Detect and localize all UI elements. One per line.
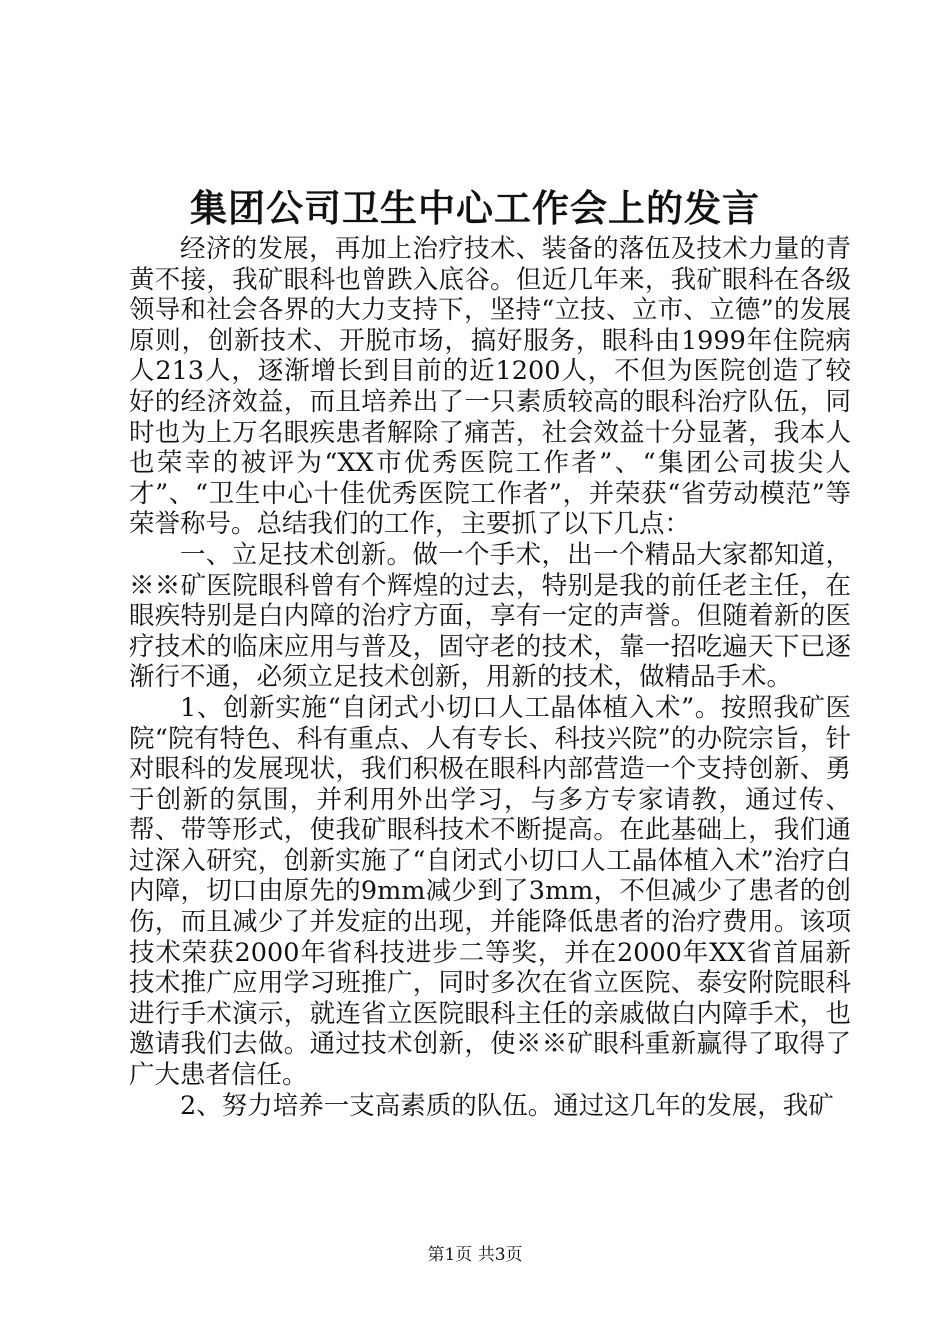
- paragraph: 2、努力培养一支高素质的队伍。通过这几年的发展，我矿: [180, 1090, 834, 1121]
- document-title: 集团公司卫生中心工作会上的发言: [190, 186, 760, 230]
- paragraph: 1、创新实施“自闭式小切口人工晶体植入术”。按照我矿医院“院有特色、科有重点、人有专长、科技兴院”的办院宗旨，针对眼科的发展现状，我们积极在眼科内部营造一个支持创新、勇于创新的氛围，并利用外出学习，与多方专家请教，通过传、帮、带等形式，使我矿眼科技术不断提高。在此基础上，我们通过深入研究，创新实施了“自闭式小切口人工晶体植入术”治疗白内障，切口由原先的9mm减少到了3mm，不但减少了患者的创伤，而且减少了并发症的出现，并能降低患者的治疗费用。该项技术荣获2000年省科技进步二等奖，并在2000年XX省首届新技术推广应用学习班推广，同时多次在省立医院、泰安附院眼科进行手术演示，就连省立医院眼科主任的亲戚做白内障手术，也邀请我们去做。通过技术创新，使※※矿眼科重新赢得了取得了广大患者信任。: [129, 692, 851, 1091]
- page-number-footer: 第1页 共3页: [427, 1245, 523, 1265]
- document-body: [129, 234, 851, 1121]
- paragraph: 经济的发展，再加上治疗技术、装备的落伍及技术力量的青黄不接，我矿眼科也曾跌入底谷。但近几年来，我矿眼科在各级领导和社会各界的大力支持下，坚持“立技、立市、立德”的发展原则，创新技术、开脱市场，搞好服务，眼科由1999年住院病人213人，逐渐增长到目前的近1200人，不但为医院创造了较好的经济效益，而且培养出了一只素质较高的眼科治疗队伍，同时也为上万名眼疾患者解除了痛苦，社会效益十分显著，我本人也荣幸的被评为“XX市优秀医院工作者”、“集团公司拔尖人才”、“卫生中心十佳优秀医院工作者”，并荣获“省劳动模范”等荣誉称号。总结我们的工作，主要抓了以下几点：: [129, 234, 851, 540]
- paragraph: 一、立足技术创新。做一个手术，出一个精品大家都知道，※※矿医院眼科曾有个辉煌的过去，特别是我的前任老主任，在眼疾特别是白内障的治疗方面，享有一定的声誉。但随着新的医疗技术的临床应用与普及，固守老的技术，靠一招吃遍天下已逐渐行不通，必须立足技术创新，用新的技术，做精品手术。: [129, 539, 851, 693]
